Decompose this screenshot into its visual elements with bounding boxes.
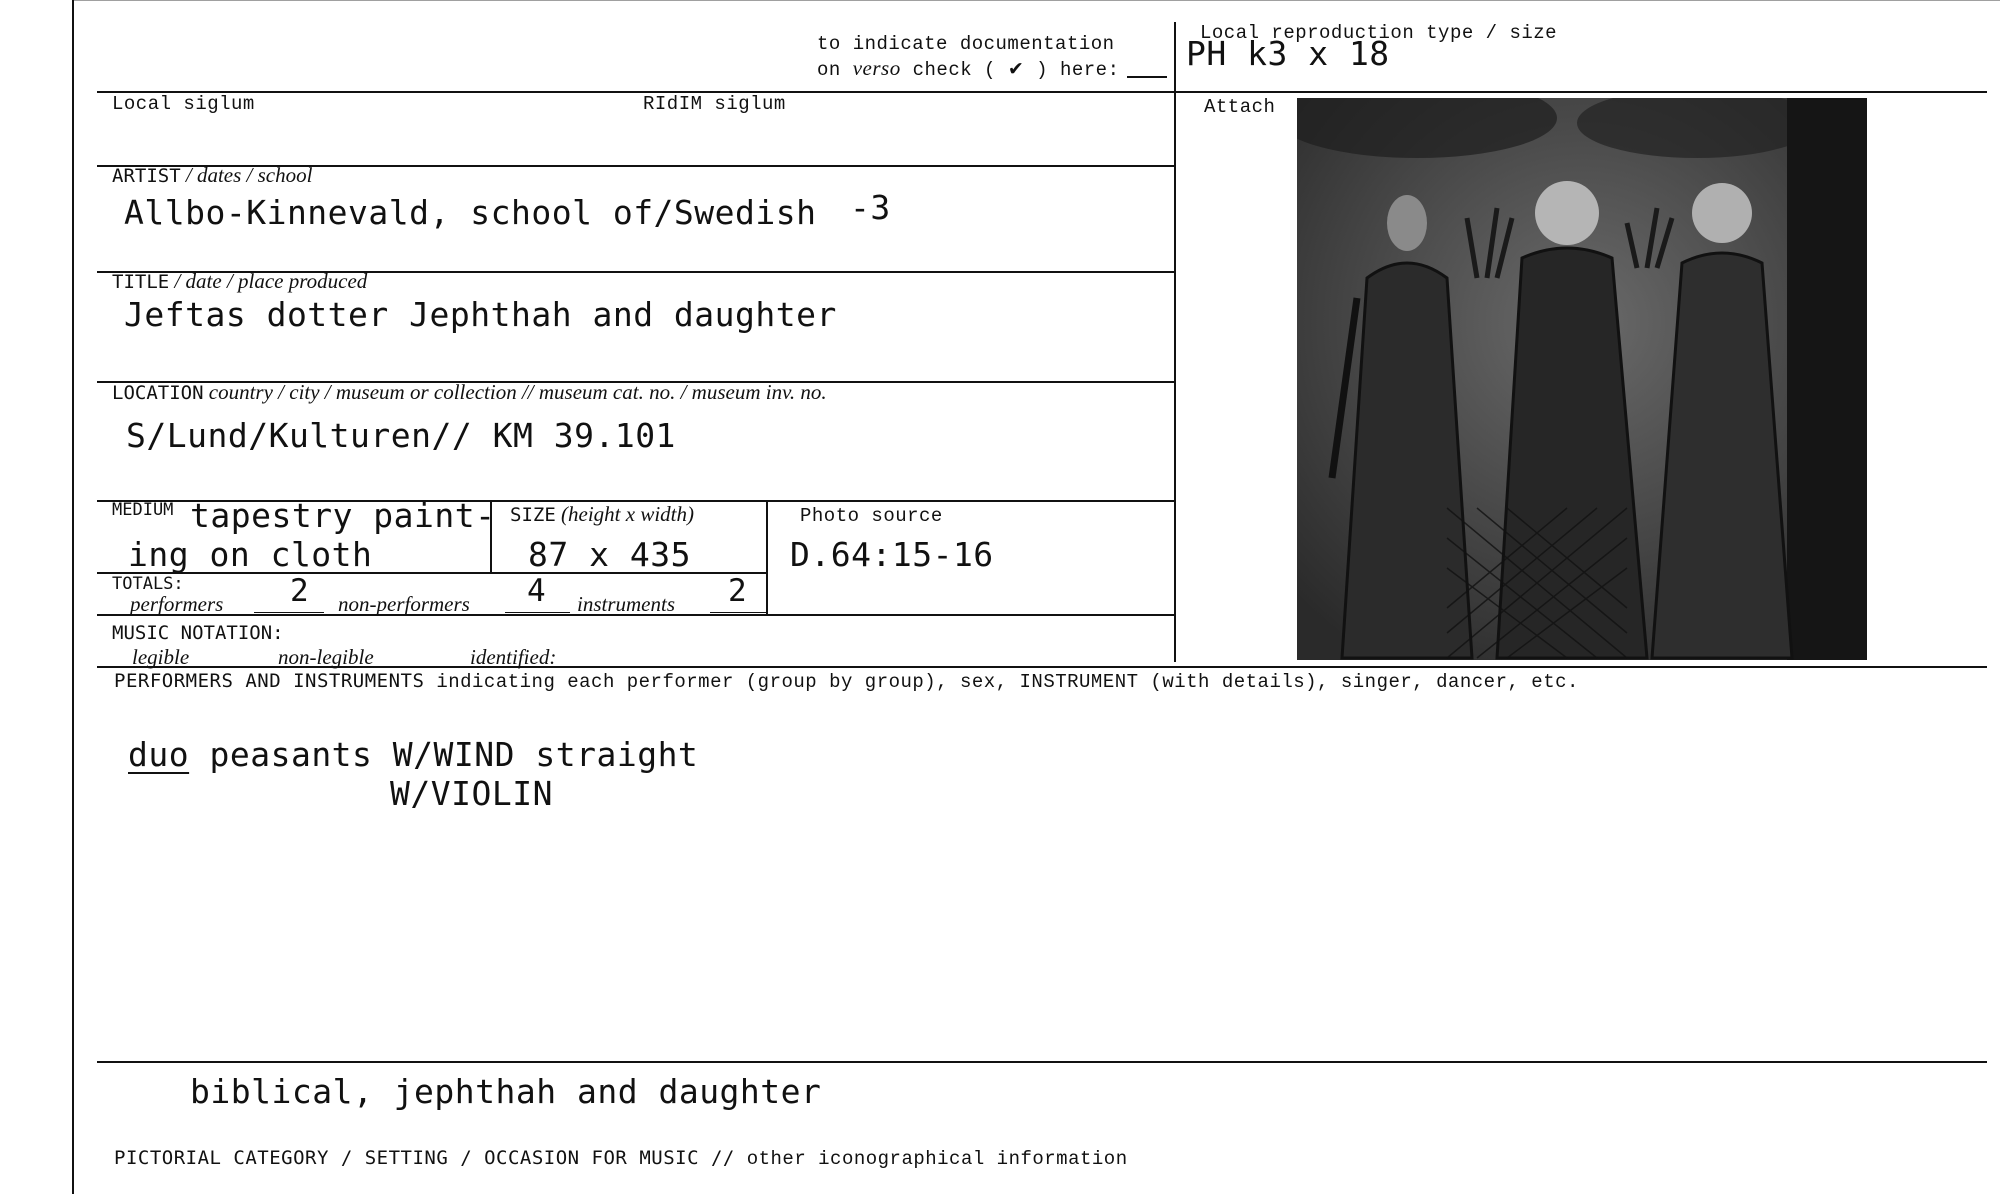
attach-label: Attach bbox=[1204, 96, 1276, 118]
music-notation-label: MUSIC NOTATION: bbox=[112, 622, 284, 644]
pictorial-label: PICTORIAL CATEGORY / SETTING / OCCASION FOR MUSIC // other iconographical information bbox=[114, 1147, 1128, 1170]
notation-non-legible: non-legible bbox=[278, 645, 374, 669]
verso-line-2: on verso check ( ✔ ) here: bbox=[817, 56, 1120, 81]
medium-value-line-2: ing on cloth bbox=[128, 535, 373, 574]
header-divider bbox=[97, 91, 1987, 93]
non-performers-count: 4 bbox=[527, 573, 546, 609]
performers-line-1: duo peasants W/WIND straight bbox=[128, 735, 699, 774]
non-performers-blank bbox=[505, 612, 570, 613]
size-photo-separator bbox=[766, 500, 768, 616]
size-value: 87 x 435 bbox=[528, 535, 691, 574]
totals-label: TOTALS: bbox=[112, 574, 184, 594]
medium-value-line-1: tapestry paint- bbox=[190, 496, 496, 535]
notation-identified: identified: bbox=[470, 645, 557, 669]
instruments-count: 2 bbox=[728, 573, 747, 609]
instruments-blank bbox=[710, 612, 766, 613]
performers-instruments-label: PERFORMERS AND INSTRUMENTS indicating each performer (group by group), sex, INSTRUMENT (with details), singer, dancer, etc. bbox=[114, 670, 1579, 693]
notation-legible: legible bbox=[132, 645, 190, 669]
instruments-label: instruments bbox=[577, 592, 676, 616]
duo-underlined: duo bbox=[128, 735, 190, 774]
check-icon: ✔ bbox=[1007, 58, 1025, 80]
medium-label: MEDIUM bbox=[112, 500, 174, 520]
card-left-border bbox=[72, 0, 74, 1194]
tapestry-figures-image bbox=[1297, 98, 1867, 660]
photo-source-label: Photo source bbox=[800, 505, 943, 527]
repro-label: Local reproduction type / size bbox=[1200, 22, 1558, 44]
pictorial-value: biblical, jephthah and daughter bbox=[190, 1072, 822, 1111]
pictorial-divider bbox=[97, 1061, 1987, 1063]
attached-photo bbox=[1297, 98, 1867, 660]
ridim-siglum-label: RIdIM siglum bbox=[643, 93, 786, 115]
non-performers-label: non-performers bbox=[338, 592, 470, 616]
performers-count: 2 bbox=[290, 573, 309, 609]
title-label: TITLE / date / place produced bbox=[112, 269, 368, 293]
location-label: LOCATION country / city / museum or collection // museum cat. no. / museum inv. no. bbox=[112, 380, 827, 404]
verso-blank bbox=[1127, 76, 1167, 78]
artist-value-extra: -3 bbox=[850, 188, 891, 227]
card-top-border bbox=[72, 0, 2000, 1]
artist-label: ARTIST / dates / school bbox=[112, 163, 313, 187]
performers-label: performers bbox=[130, 592, 224, 616]
repro-value: PH k3 x 18 bbox=[1186, 34, 1390, 73]
local-siglum-label: Local siglum bbox=[112, 93, 255, 115]
title-value: Jeftas dotter Jephthah and daughter bbox=[124, 295, 837, 334]
vertical-divider-right bbox=[1174, 22, 1176, 662]
photo-source-value: D.64:15-16 bbox=[790, 535, 994, 574]
performers-blank bbox=[254, 612, 324, 613]
size-label: SIZE (height x width) bbox=[510, 502, 694, 526]
location-value: S/Lund/Kulturen// KM 39.101 bbox=[126, 416, 676, 455]
performers-line-2: W/VIOLIN bbox=[390, 774, 553, 813]
artist-value: Allbo-Kinnevald, school of/Swedish bbox=[124, 193, 817, 232]
notation-divider bbox=[97, 666, 1987, 668]
verso-line-1: to indicate documentation bbox=[817, 33, 1115, 55]
